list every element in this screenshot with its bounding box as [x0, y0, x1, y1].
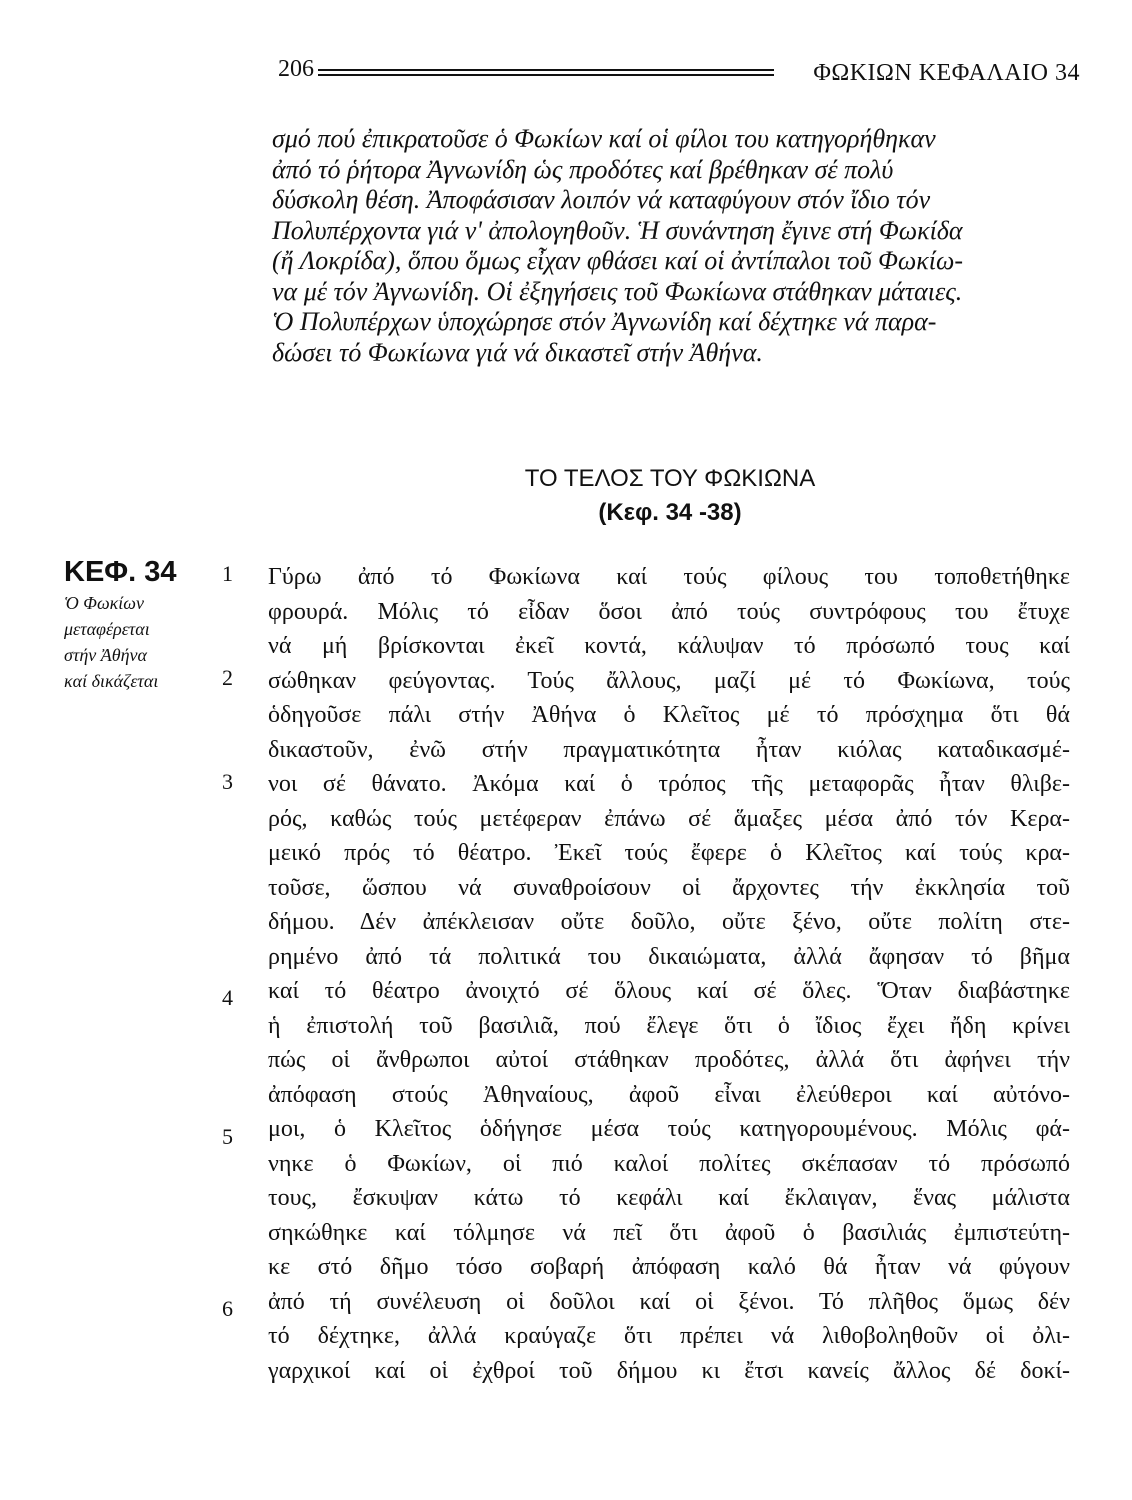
text-line: ἡ ἐπιστολή τοῦ βασιλιᾶ, πού ἔλεγε ὅτι ὁ ἴδιος ἔχει ἤδη κρίνει [268, 1012, 1070, 1039]
section-heading [470, 462, 870, 530]
intro-line: δύσκολη θέση. Ἀποφάσισαν λοιπόν νά καταφύγουν στόν ἴδιο τόν [272, 185, 931, 214]
text-line: ρημένο ἀπό τά πολιτικά του δικαιώματα, ἀλλά ἄφησαν τό βῆμα [268, 943, 1070, 970]
chapter-marginal [64, 556, 204, 694]
section-subtitle: (Κεφ. 34 -38) [598, 499, 742, 526]
paragraph-number: 3 [222, 769, 233, 794]
page-number: 206 [278, 56, 314, 82]
page-header [270, 48, 1080, 88]
text-line: ἀπό τή συνέλευση οἱ δοῦλοι καί οἱ ξένοι. Τό πλῆθος ὅμως δέν [268, 1288, 1070, 1315]
intro-paragraph [272, 124, 1072, 368]
text-line: νηκε ὁ Φωκίων, οἱ πιό καλοί πολίτες σκέπασαν τό πρόσωπό [268, 1150, 1070, 1177]
text-line: Γύρω ἀπό τό Φωκίωνα καί τούς φίλους του τοποθετήθηκε [268, 564, 1070, 590]
text-line: δήμου. Δέν ἀπέκλεισαν οὔτε δοῦλο, οὔτε ξένο, οὔτε πολίτη στε- [268, 909, 1070, 935]
text-line: μοι, ὁ Κλεῖτος ὁδήγησε μέσα τούς κατηγορουμένους. Μόλις φά- [268, 1116, 1070, 1142]
text-line: μεικό πρός τό θέατρο. Ἐκεῖ τούς ἔφερε ὁ Κλεῖτος καί τούς κρα- [268, 840, 1070, 866]
paragraph-number: 5 [222, 1124, 233, 1149]
paragraph-number: 1 [222, 561, 233, 586]
text-line: σώθηκαν φεύγοντας. Τούς ἄλλους, μαζί μέ τό Φωκίωνα, τούς [268, 667, 1070, 694]
intro-line: Πολυπέρχοντα γιά ν' ἀπολογηθοῦν. Ἡ συνάντηση ἔγινε στή Φωκίδα [272, 215, 963, 245]
text-line: δικαστοῦν, ἐνῶ στήν πραγματικότητα ἦταν κιόλας καταδικασμέ- [268, 736, 1070, 763]
chapter-label: ΚΕΦ. 34 [64, 556, 177, 588]
text-line: ὁδηγοῦσε πάλι στήν Ἀθήνα ὁ Κλεῖτος μέ τό πρόσχημα ὅτι θά [268, 702, 1070, 728]
chapter-summary-line: μεταφέρεται [64, 619, 150, 639]
running-head: ΦΩΚΙΩΝ ΚΕΦΑΛΑΙΟ 34 [813, 60, 1080, 86]
text-line: κε στό δῆμο τόσο σοβαρή ἀπόφαση καλό θά ἦταν νά φύγουν [268, 1254, 1070, 1280]
intro-line: δώσει τό Φωκίωνα γιά νά δικαστεῖ στήν Ἀθήνα. [272, 337, 763, 367]
intro-line: Ὁ Πολυπέρχων ὑποχώρησε στόν Ἀγνωνίδη καί δέχτηκε νά παρα- [272, 307, 937, 336]
text-line: ρός, καθώς τούς μετέφεραν ἐπάνω σέ ἅμαξες μέσα ἀπό τόν Κερα- [268, 805, 1070, 832]
text-line: νοι σέ θάνατο. Ἀκόμα καί ὁ τρόπος τῆς μεταφορᾶς ἦταν θλιβε- [268, 771, 1070, 797]
chapter-summary [64, 590, 204, 694]
text-line: νά μή βρίσκονται ἐκεῖ κοντά, κάλυψαν τό πρόσωπό τους καί [268, 633, 1070, 659]
main-text [268, 560, 1070, 1388]
text-line: φρουρά. Μόλις τό εἶδαν ὅσοι ἀπό τούς συντρόφους του ἔτυχε [268, 598, 1070, 625]
chapter-summary-line: στήν Ἀθήνα [64, 645, 147, 665]
intro-line: σμό πού ἐπικρατοῦσε ὁ Φωκίων καί οἱ φίλοι του κατηγορήθηκαν [272, 124, 936, 153]
paragraph-number: 6 [222, 1296, 233, 1321]
header-rule [318, 69, 774, 76]
intro-line: (ἤ Λοκρίδα), ὅπου ὅμως εἶχαν φθάσει καί οἱ ἀντίπαλοι τοῦ Φωκίω- [272, 246, 963, 275]
chapter-summary-line: καί δικάζεται [64, 671, 159, 691]
text-line: πώς οἱ ἄνθρωποι αὐτοί στάθηκαν προδότες, ἀλλά ὅτι ἀφήνει τήν [268, 1047, 1070, 1073]
text-line: γαρχικοί καί οἱ ἐχθροί τοῦ δήμου κι ἔτσι κανείς ἄλλος δέ δοκί- [268, 1357, 1070, 1384]
intro-line: ἀπό τό ῥήτορα Ἀγνωνίδη ὡς προδότες καί βρέθηκαν σέ πολύ [272, 154, 894, 184]
text-line: σηκώθηκε καί τόλμησε νά πεῖ ὅτι ἀφοῦ ὁ βασιλιάς ἐμπιστεύτη- [268, 1219, 1070, 1246]
section-title: ΤΟ ΤΕΛΟΣ ΤΟΥ ΦΩΚΙΩΝΑ [524, 465, 816, 492]
paragraph-number: 4 [222, 985, 233, 1010]
chapter-summary-line: Ὁ Φωκίων [64, 593, 145, 613]
intro-line: να μέ τόν Ἀγνωνίδη. Οἱ ἐξηγήσεις τοῦ Φωκίωνα στάθηκαν μάταιες. [272, 276, 963, 306]
paragraph-number: 2 [222, 665, 233, 690]
text-line: καί τό θέατρο ἀνοιχτό σέ ὅλους καί σέ ὅλες. Ὅταν διαβάστηκε [268, 978, 1070, 1004]
text-line: ἀπόφαση στούς Ἀθηναίους, ἀφοῦ εἶναι ἐλεύθεροι καί αὐτόνο- [268, 1081, 1070, 1108]
text-line: τοῦσε, ὥσπου νά συναθροίσουν οἱ ἄρχοντες τήν ἐκκλησία τοῦ [268, 874, 1070, 901]
text-line: τό δέχτηκε, ἀλλά κραύγαζε ὅτι πρέπει νά λιθοβοληθοῦν οἱ ὀλι- [268, 1323, 1070, 1349]
text-line: τους, ἔσκυψαν κάτω τό κεφάλι καί ἔκλαιγαν, ἕνας μάλιστα [268, 1185, 1070, 1211]
